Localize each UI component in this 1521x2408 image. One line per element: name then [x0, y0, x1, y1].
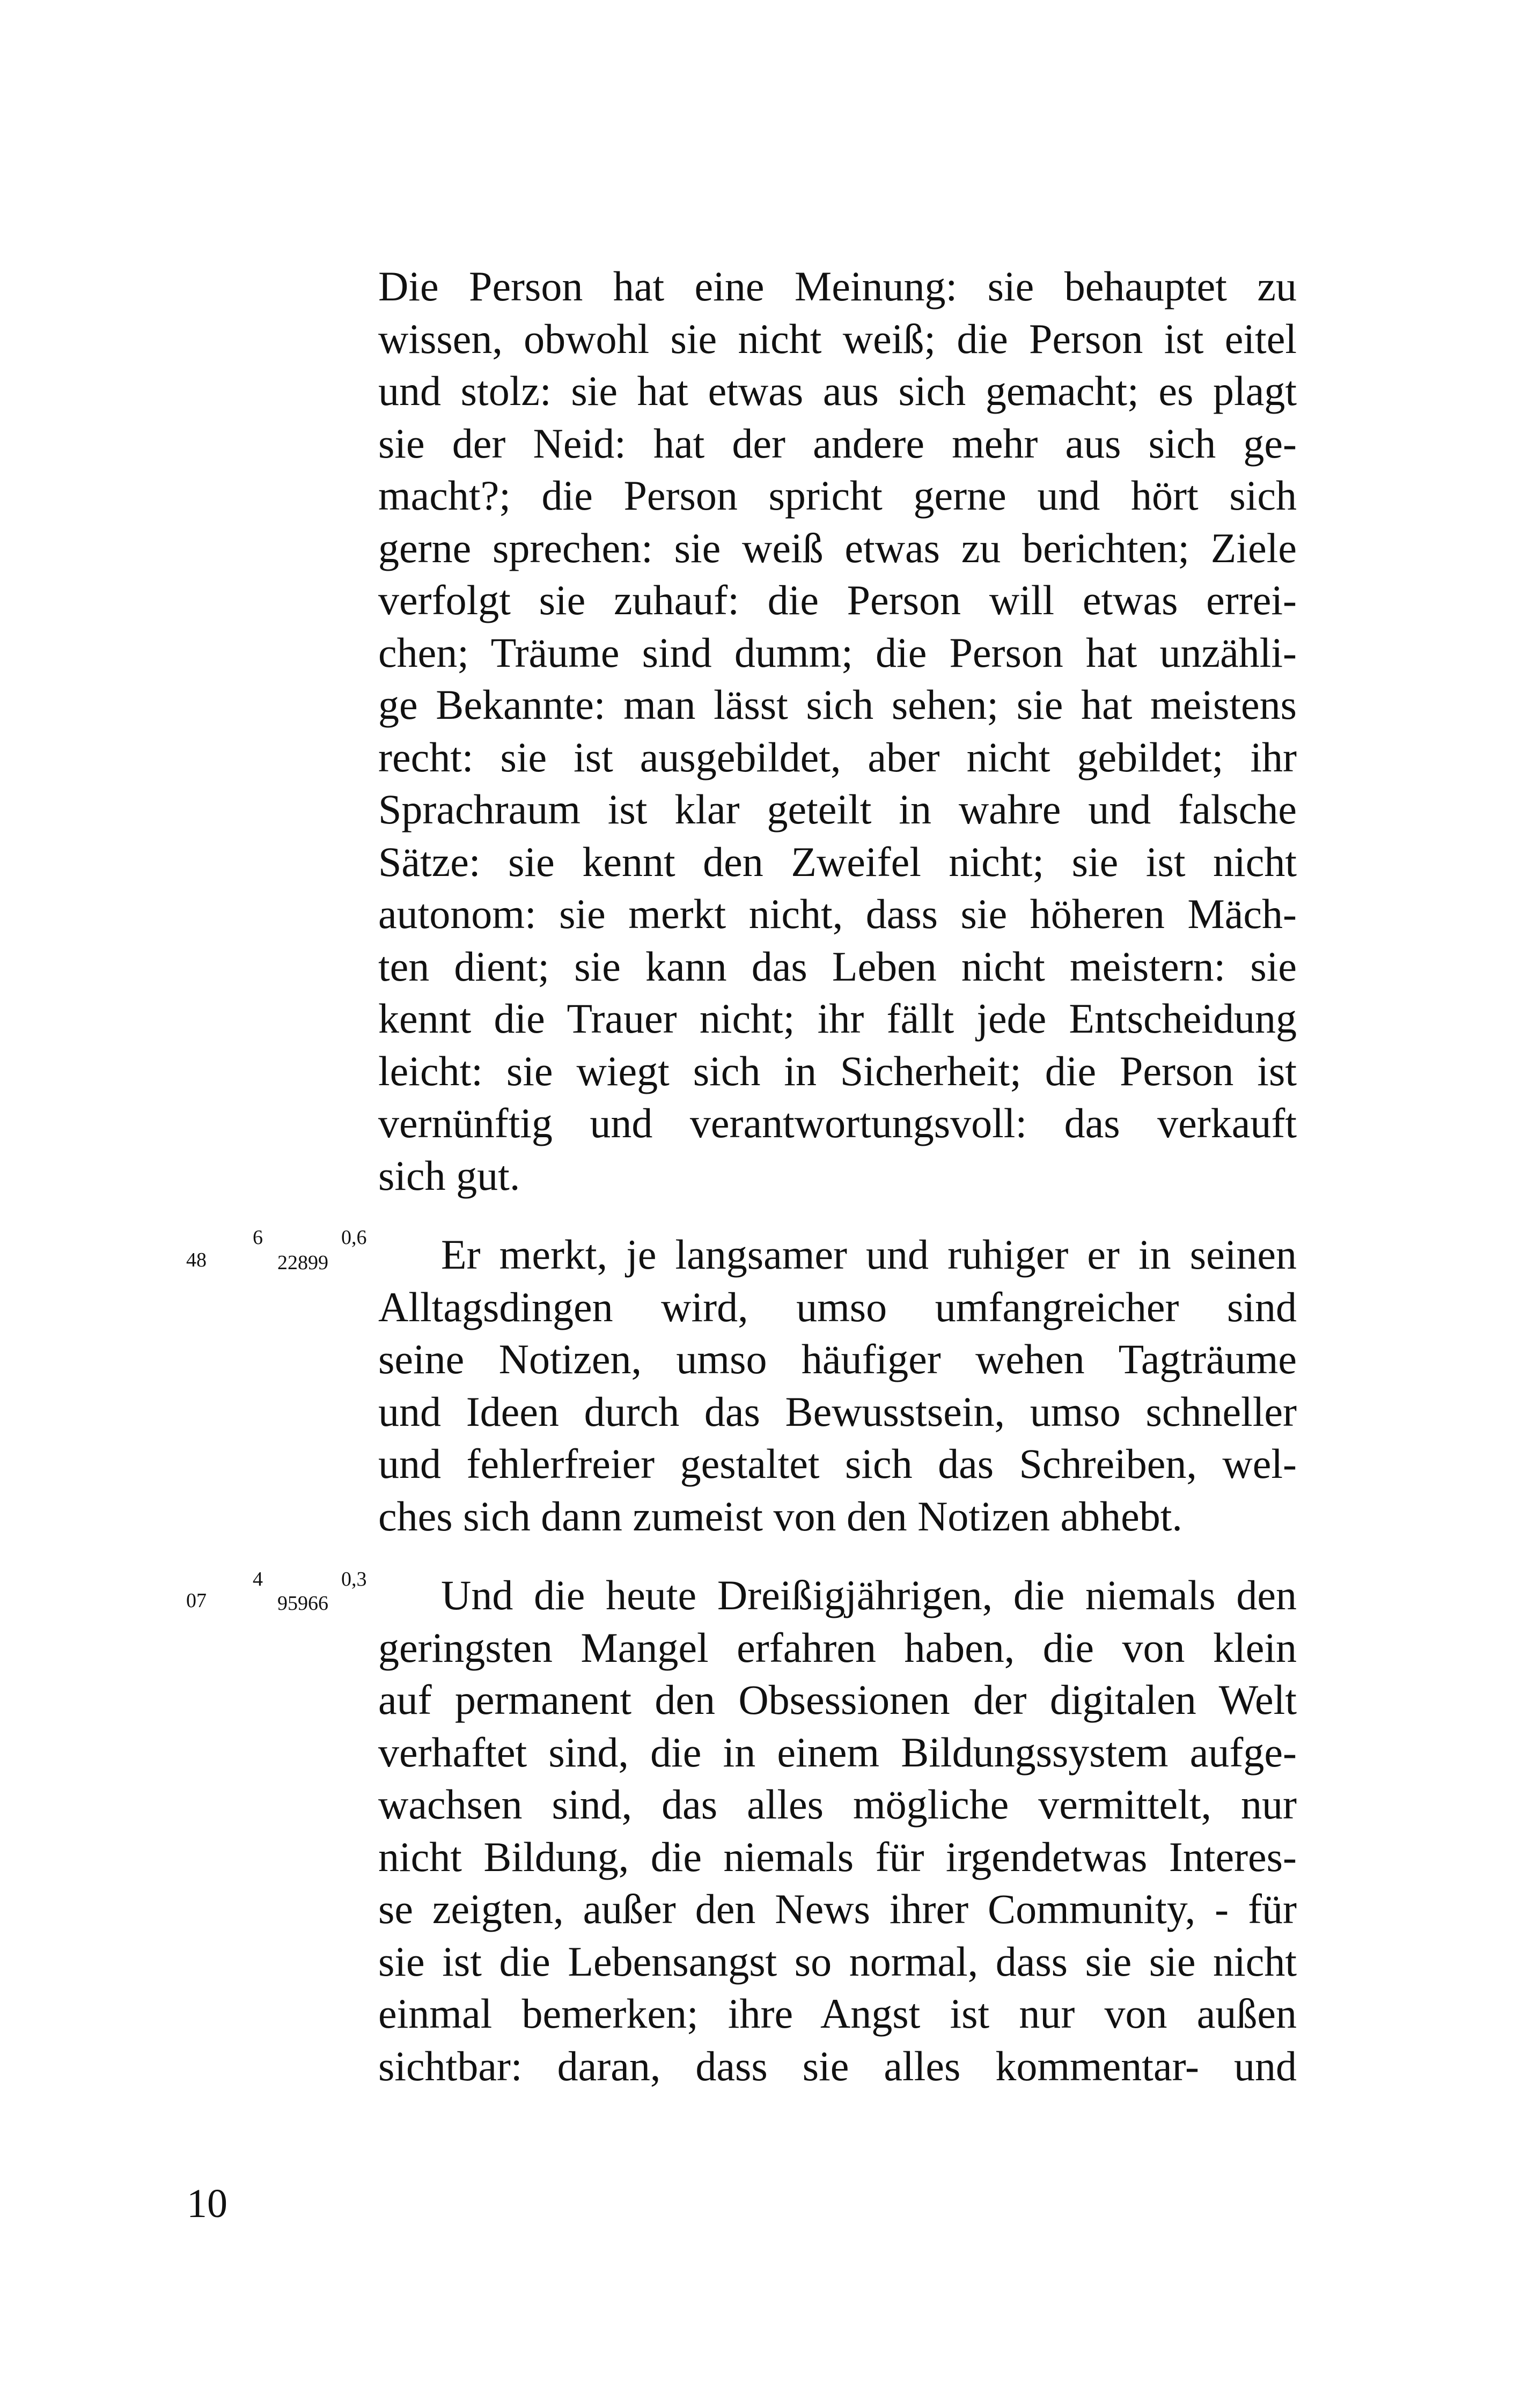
text-line: gerne sprechen: sie weiß etwas zu berichten; Ziele — [378, 524, 1297, 571]
paragraph-2 — [378, 1228, 1297, 1542]
paragraph-1 — [378, 260, 1297, 1202]
margin-marker-2-right: 0,6 — [341, 1226, 367, 1249]
text-line: verfolgt sie zuhauf: die Person will etwas errei- — [378, 577, 1297, 623]
text-line: wissen, obwohl sie nicht weiß; die Person ist eitel — [378, 315, 1297, 362]
text-line: Sätze: sie kennt den Zweifel nicht; sie ist nicht — [378, 838, 1297, 885]
text-line: Die Person hat eine Meinung: sie behauptet zu — [378, 263, 1297, 310]
text-line: ge Bekannte: man lässt sich sehen; sie hat meistens — [378, 681, 1297, 728]
text-line: seine Notizen, umso häufiger wehen Tagträume — [378, 1336, 1297, 1382]
text-line: ches sich dann zumeist von den Notizen abhebt. — [378, 1492, 1182, 1540]
text-line: Und die heute Dreißigjährigen, die niemals den — [441, 1572, 1297, 1618]
text-line: sie ist die Lebensangst so normal, dass sie sie nicht — [378, 1938, 1297, 1985]
text-line: se zeigten, außer den News ihrer Community, - für — [378, 1886, 1297, 1932]
text-line: Sprachraum ist klar geteilt in wahre und falsche — [378, 786, 1297, 833]
text-line: einmal bemerken; ihre Angst ist nur von außen — [378, 1990, 1297, 2037]
text-line: Alltagsdingen wird, umso umfangreicher sind — [378, 1283, 1297, 1330]
text-line: auf permanent den Obsessionen der digitalen Welt — [378, 1676, 1297, 1723]
text-line: und fehlerfreier gestaltet sich das Schreiben, wel- — [378, 1440, 1297, 1487]
margin-marker-3-middle: 95966 — [277, 1592, 328, 1615]
text-line: geringsten Mangel erfahren haben, die von klein — [378, 1624, 1297, 1671]
margin-marker-3-left: 07 — [186, 1589, 207, 1612]
text-line: chen; Träume sind dumm; die Person hat unzähli- — [378, 629, 1297, 676]
text-line: ten dient; sie kann das Leben nicht meistern: sie — [378, 942, 1297, 990]
text-line: Er merkt, je langsamer und ruhiger er in seinen — [441, 1231, 1297, 1278]
margin-marker-2-top: 6 — [253, 1226, 263, 1249]
margin-marker-2-left: 48 — [186, 1249, 207, 1271]
text-line: sichtbar: daran, dass sie alles kommentar- und — [378, 2042, 1297, 2089]
text-line: verhaftet sind, die in einem Bildungssystem aufge- — [378, 1728, 1297, 1776]
paragraph-3 — [378, 1569, 1297, 2092]
text-line: und Ideen durch das Bewusstsein, umso schneller — [378, 1388, 1297, 1435]
text-line: sich gut. — [378, 1152, 520, 1199]
page-number: 10 — [187, 2181, 227, 2226]
text-line: macht?; die Person spricht gerne und hört sich — [378, 472, 1297, 519]
margin-marker-3-right: 0,3 — [341, 1568, 367, 1590]
text-line: autonom: sie merkt nicht, dass sie höheren Mäch- — [378, 890, 1297, 937]
text-line: recht: sie ist ausgebildet, aber nicht gebildet; ihr — [378, 733, 1297, 780]
text-line: und stolz: sie hat etwas aus sich gemacht; es plagt — [378, 367, 1297, 414]
text-line: kennt die Trauer nicht; ihr fällt jede Entscheidung — [378, 995, 1297, 1042]
text-line: leicht: sie wiegt sich in Sicherheit; die Person ist — [378, 1047, 1297, 1094]
margin-marker-2-middle: 22899 — [277, 1251, 328, 1274]
margin-marker-3-top: 4 — [253, 1568, 263, 1590]
text-line: wachsen sind, das alles mögliche vermittelt, nur — [378, 1781, 1297, 1828]
text-line: nicht Bildung, die niemals für irgendetwas Interes- — [378, 1833, 1297, 1880]
text-line: vernünftig und verantwortungsvoll: das verkauft — [378, 1100, 1297, 1146]
text-line: sie der Neid: hat der andere mehr aus sich ge- — [378, 419, 1297, 467]
